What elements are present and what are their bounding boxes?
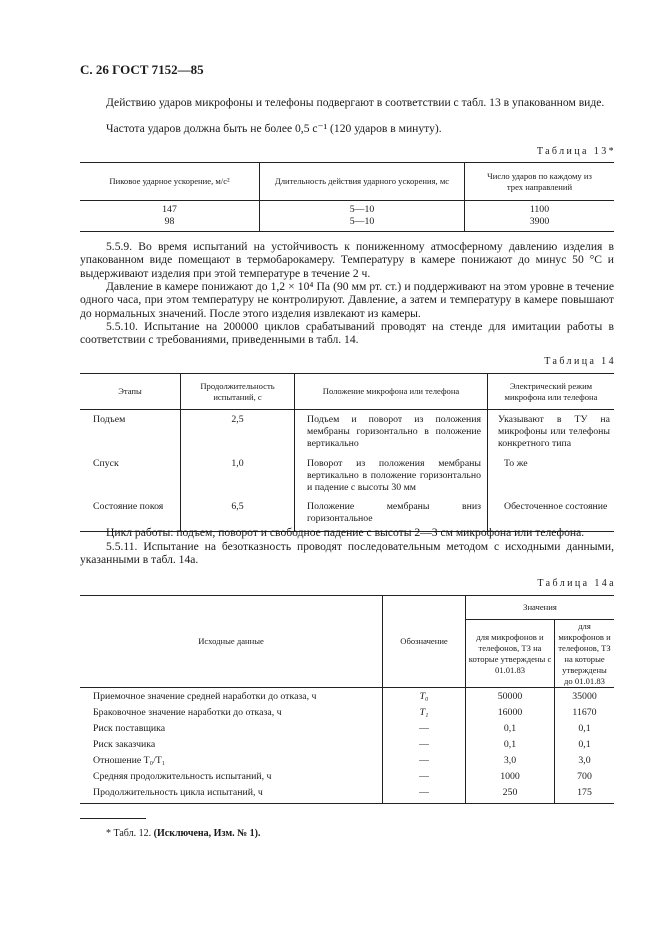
table-row: Отношение T₀/T₁ — 3,0 3,0 bbox=[80, 752, 614, 768]
paragraph-5-5-10: 5.5.10. Испытание на 200000 циклов срабатываний проводят на стенде для имитации работы в соответствии с требованиями, приведенными в табл. 14. bbox=[80, 320, 614, 347]
table-row: Браковочное значение наработки до отказа, ч T₁ 16000 11670 bbox=[80, 704, 614, 720]
table-row: Риск заказчика — 0,1 0,1 bbox=[80, 736, 614, 752]
table-14a-caption: Таблица 14а bbox=[537, 578, 616, 589]
t14-head-position: Положение микрофона или телефона bbox=[295, 374, 488, 410]
footnote-separator bbox=[80, 818, 146, 819]
table-row: Продолжительность цикла испытаний, ч — 250 175 bbox=[80, 784, 614, 804]
table-13 bbox=[80, 162, 614, 232]
page-header: С. 26 ГОСТ 7152—85 bbox=[80, 62, 204, 77]
paragraph-pressure: Давление в камере понижают до 1,2 × 10⁴ Па (90 мм рт. ст.) и поддерживают на этом уровне в течение одного часа, при этом температуру не контролируют. Давление, а затем и температуру в камере повышают до нормальных значений. После этого изделия извлекают из камеры. bbox=[80, 280, 614, 320]
footnote bbox=[106, 828, 261, 839]
table-row: Состояние покоя 6,5 Положение мембраны вниз горизонтальное Обесточенное состояние bbox=[80, 498, 614, 531]
t14-head-mode: Электрический режим микрофона или телефона bbox=[488, 374, 615, 410]
table-row: Подъем 2,5 Подъем и поворот из положения мембраны горизонтально в положение вертикально Указывают в ТУ на микрофоны или телефоны конкретного типа bbox=[80, 410, 614, 455]
table-14a bbox=[80, 595, 614, 804]
table-row: 147 5—10 1100 bbox=[80, 201, 614, 217]
t14a-head-after: для микрофонов и телефонов, ТЗ на которые утверждены с 01.01.83 bbox=[466, 620, 555, 688]
t14a-head-values: Значения bbox=[466, 596, 615, 620]
t13-head-duration: Длительность действия ударного ускорения, мс bbox=[260, 163, 465, 201]
footnote-bold: (Исключена, Изм. № 1). bbox=[153, 828, 261, 839]
t14a-head-before: для микрофонов и телефонов, ТЗ на которые утверждены до 01.01.83 bbox=[555, 620, 615, 688]
paragraph-shock: Действию ударов микрофоны и телефоны подвергают в соответствии с табл. 13 в упакованном виде. bbox=[106, 96, 605, 109]
footnote-text: * Табл. 12. bbox=[106, 828, 152, 839]
t13-head-accel: Пиковое ударное ускорение, м/с² bbox=[109, 176, 230, 186]
table-row: 98 5—10 3900 bbox=[80, 216, 614, 232]
paragraph-cycle: Цикл работы: подъем, поворот и свободное падение с высоты 2—3 см микрофона или телефона. bbox=[106, 526, 585, 539]
table-14-caption: Таблица 14 bbox=[544, 356, 616, 367]
paragraph-frequency: Частота ударов должна быть не более 0,5 с⁻¹ (120 ударов в минуту). bbox=[106, 122, 442, 135]
table-13-caption: Таблица 13* bbox=[536, 146, 616, 157]
t14-head-stages: Этапы bbox=[118, 386, 142, 396]
t14a-head-data: Исходные данные bbox=[80, 596, 383, 688]
table-row: Приемочное значение средней наработки до отказа, ч T₀ 50000 35000 bbox=[80, 688, 614, 704]
paragraph-5-5-9: 5.5.9. Во время испытаний на устойчивость к пониженному атмосферному давлению изделия в упакованном виде помещают в термобарокамеру. Температуру в камере понижают до минус 50 °С и выдерживают изделия при этой температуре в течение 2 ч. bbox=[80, 240, 614, 280]
table-14 bbox=[80, 373, 614, 532]
table-row: Спуск 1,0 Поворот из положения мембраны вертикально в положение горизонтально и падение с высоты 30 мм То же bbox=[80, 455, 614, 499]
paragraph-5-5-11: 5.5.11. Испытание на безотказность проводят последовательным методом с исходными данными, указанными в табл. 14а. bbox=[80, 540, 614, 567]
table-row: Средняя продолжительность испытаний, ч — 1000 700 bbox=[80, 768, 614, 784]
table-row: Риск поставщика — 0,1 0,1 bbox=[80, 720, 614, 736]
t13-head-count: Число ударов по каждому из трех направлений bbox=[465, 163, 615, 201]
t14-head-duration: Продолжительность испытаний, с bbox=[181, 374, 295, 410]
t14a-head-symbol: Обозначение bbox=[383, 596, 466, 688]
